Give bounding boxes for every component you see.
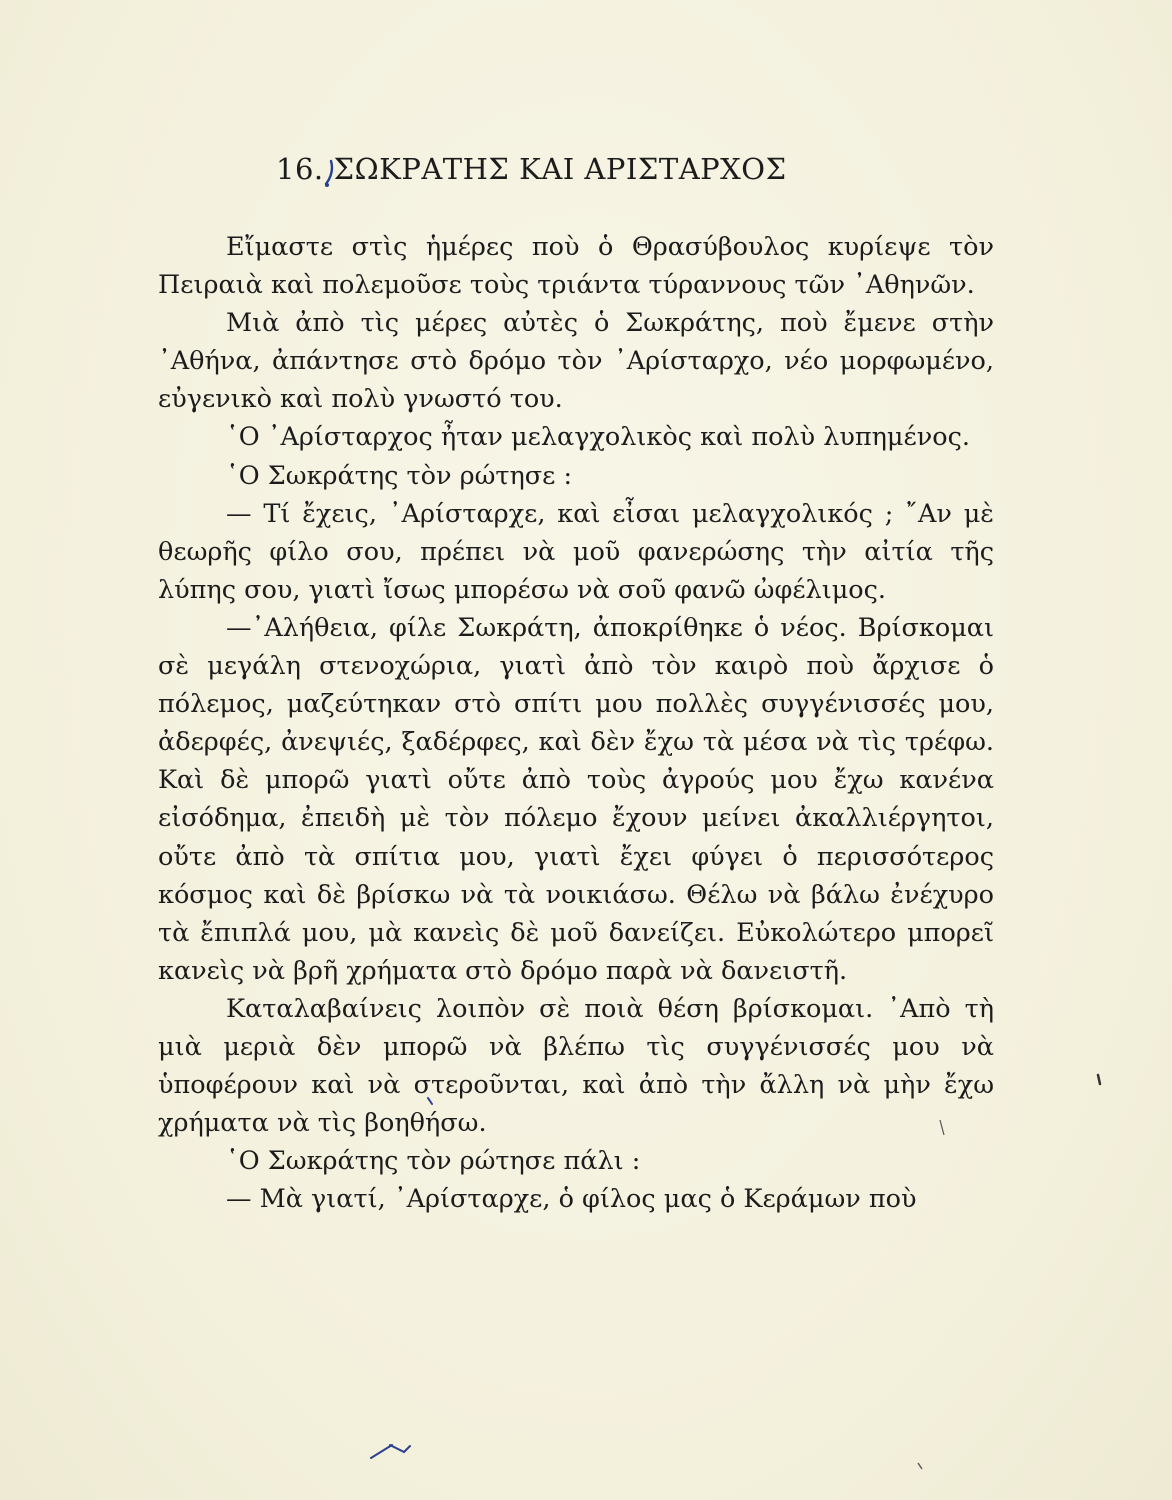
paragraph-2: Μιὰ ἀπὸ τὶς μέρες αὐτὲς ὁ Σωκράτης, ποὺ ἔμενε στὴν ᾿Αθήνα, ἀπάντησε στὸ δρόμο τὸν ᾿Αρίσταρχο, νέο μορφωμένο, εὐγενικὸ καὶ πολὺ γνωστό του. [158,308,994,415]
paragraph-1: Εἴμαστε στὶς ἡμέρες ποὺ ὁ Θρασύβουλος κυρίεψε τὸν Πειραιὰ καὶ πολεμοῦσε τοὺς τριάντα τύραννους τῶν ᾿Αθηνῶν. [158,232,994,301]
chapter-title: ΣΩΚΡΑΤΗΣ ΚΑΙ ΑΡΙΣΤΑΡΧΟΣ [333,152,787,186]
paragraph-5: — Τί ἔχεις, ᾿Αρίσταρχε, καὶ εἶσαι μελαγχολικός ; ῎Αν μὲ θεωρῆς φίλο σου, πρέπει νὰ μοῦ φανερώσης τὴν αἰτία τῆς λύπης σου, γιατὶ ἴσως μπορέσω νὰ σοῦ φανῶ ὠφέλιμος. [158,498,994,605]
chapter-number: 16. [276,152,324,186]
paragraph-6: —᾿Αλήθεια, φίλε Σωκράτη, ἀποκρίθηκε ὁ νέος. Βρίσκομαι σὲ μεγάλη στενοχώρια, γιατὶ ἀπὸ τὸν καιρὸ ποὺ ἄρχισε ὁ πόλεμος, μαζεύτηκαν στὸ σπίτι μου πολλὲς συγγένισσές μου, ἀδερφές, ἀνεψιές, ξαδέρφες, καὶ δὲν ἔχω τὰ μέσα νὰ τὶς τρέφω. Καὶ δὲ μπορῶ γιατὶ οὔτε ἀπὸ τοὺς ἀγρούς μου ἔχω κανένα εἰσόδημα, ἐπειδὴ μὲ τὸν πόλεμο ἔχουν μείνει ἀκαλλιέργητοι, οὔτε ἀπὸ τὰ σπίτια μου, γιατὶ ἔχει φύγει ὁ περισσότερος κόσμος καὶ δὲ βρίσκω νὰ τὰ νοικιάσω. Θέλω νὰ βάλω ἐνέχυρο τὰ ἔπιπλά μου, μὰ κανεὶς δὲ μοῦ δανείζει. Εὐκολώτερο μπορεῖ κανεὶς νὰ βρῆ χρήματα στὸ δρόμο παρὰ νὰ δανειστῆ. [158,612,994,986]
paragraph-8: ῾Ο Σωκράτης τὸν ρώτησε πάλι : [226,1146,641,1177]
paragraph-7: Καταλαβαίνεις λοιπὸν σὲ ποιὰ θέση βρίσκομαι. ᾿Απὸ τὴ μιὰ μεριὰ δὲν μπορῶ νὰ βλέπω τὶς συγγένισσές μου νὰ ὑποφέρουν καὶ νὰ στεροῦνται, καὶ ἀπὸ τὴν ἄλλη νὰ μὴν ἔχω χρήματα νὰ τὶς βοηθήσω. [158,993,994,1139]
paragraph-3: ῾Ο ᾿Αρίσταρχος ἦταν μελαγχολικὸς καὶ πολὺ λυπημένος. [226,422,970,453]
paragraph-4: ῾Ο Σωκράτης τὸν ρώτησε : [226,460,573,491]
paragraph-9: — Μὰ γιατί, ᾿Αρίσταρχε, ὁ φίλος μας ὁ Κεράμων ποὺ [226,1184,917,1215]
chapter-heading [158,150,994,190]
handwritten-bracket-mark [324,152,334,190]
text-body [158,150,994,1218]
